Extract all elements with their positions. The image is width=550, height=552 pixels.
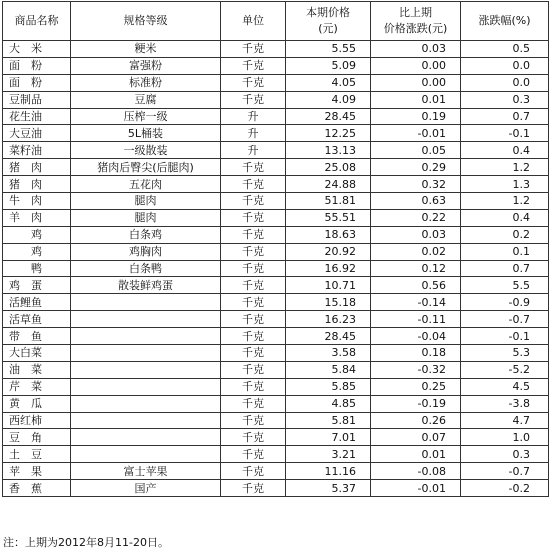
cell-name: 鸡 [3, 226, 71, 243]
cell-name: 油 菜 [3, 361, 71, 378]
cell-name: 猪 肉 [3, 176, 71, 193]
cell-change: 0.07 [371, 429, 461, 446]
cell-spec [71, 311, 221, 328]
cell-name: 大豆油 [3, 125, 71, 142]
cell-unit: 千克 [221, 193, 286, 210]
cell-unit: 千克 [221, 159, 286, 176]
cell-price: 11.16 [286, 463, 371, 480]
cell-pct: 0.5 [461, 41, 549, 58]
cell-change: 0.56 [371, 277, 461, 294]
cell-price: 5.84 [286, 361, 371, 378]
cell-pct: 0.7 [461, 108, 549, 125]
table-row [3, 226, 549, 243]
cell-pct: 5.3 [461, 345, 549, 362]
cell-pct: 0.3 [461, 91, 549, 108]
cell-change: 0.19 [371, 108, 461, 125]
cell-change: -0.32 [371, 361, 461, 378]
cell-spec [71, 378, 221, 395]
cell-price: 4.09 [286, 91, 371, 108]
header-name: 商品名称 [3, 2, 71, 41]
cell-price: 4.05 [286, 74, 371, 91]
cell-pct: -5.2 [461, 361, 549, 378]
table-row [3, 125, 549, 142]
cell-change: 0.26 [371, 412, 461, 429]
cell-name: 鸡 蛋 [3, 277, 71, 294]
table-row [3, 480, 549, 497]
cell-unit: 千克 [221, 412, 286, 429]
cell-unit: 千克 [221, 395, 286, 412]
table-row [3, 193, 549, 210]
cell-unit: 千克 [221, 463, 286, 480]
cell-unit: 升 [221, 108, 286, 125]
table-row [3, 328, 549, 345]
header-price-line1: 本期价格 [306, 6, 350, 19]
cell-change: 0.63 [371, 193, 461, 210]
header-pct: 涨跌幅(%) [461, 2, 549, 41]
table-row [3, 142, 549, 159]
cell-price: 16.92 [286, 260, 371, 277]
cell-name: 羊 肉 [3, 209, 71, 226]
cell-pct: 1.2 [461, 193, 549, 210]
cell-unit: 千克 [221, 41, 286, 58]
cell-name: 香 蕉 [3, 480, 71, 497]
cell-name: 苹 果 [3, 463, 71, 480]
cell-spec: 五花肉 [71, 176, 221, 193]
cell-price: 20.92 [286, 243, 371, 260]
cell-unit: 千克 [221, 294, 286, 311]
cell-price: 13.13 [286, 142, 371, 159]
table-row [3, 243, 549, 260]
table-row [3, 57, 549, 74]
cell-change: 0.02 [371, 243, 461, 260]
cell-price: 3.21 [286, 446, 371, 463]
cell-change: 0.12 [371, 260, 461, 277]
table-row [3, 463, 549, 480]
cell-spec: 腿肉 [71, 193, 221, 210]
cell-spec: 富士苹果 [71, 463, 221, 480]
table-row [3, 446, 549, 463]
cell-pct: 0.4 [461, 142, 549, 159]
cell-pct: 4.5 [461, 378, 549, 395]
cell-price: 10.71 [286, 277, 371, 294]
cell-pct: 0.0 [461, 57, 549, 74]
cell-name: 豆制品 [3, 91, 71, 108]
cell-change: -0.01 [371, 480, 461, 497]
cell-price: 24.88 [286, 176, 371, 193]
cell-spec: 白条鸡 [71, 226, 221, 243]
cell-name: 猪 肉 [3, 159, 71, 176]
cell-spec: 粳米 [71, 41, 221, 58]
cell-spec: 富强粉 [71, 57, 221, 74]
cell-spec [71, 446, 221, 463]
table-body [3, 41, 549, 497]
cell-unit: 千克 [221, 361, 286, 378]
cell-unit: 千克 [221, 429, 286, 446]
cell-unit: 千克 [221, 57, 286, 74]
cell-spec: 5L桶装 [71, 125, 221, 142]
cell-pct: 0.1 [461, 243, 549, 260]
cell-unit: 千克 [221, 480, 286, 497]
table-row [3, 209, 549, 226]
table-row [3, 294, 549, 311]
table-row [3, 260, 549, 277]
cell-price: 5.85 [286, 378, 371, 395]
cell-change: 0.00 [371, 57, 461, 74]
cell-spec: 压榨一级 [71, 108, 221, 125]
table-row [3, 91, 549, 108]
cell-unit: 千克 [221, 328, 286, 345]
cell-change: 0.25 [371, 378, 461, 395]
cell-price: 25.08 [286, 159, 371, 176]
table-row [3, 108, 549, 125]
cell-unit: 千克 [221, 277, 286, 294]
table-row [3, 176, 549, 193]
cell-spec: 散装鲜鸡蛋 [71, 277, 221, 294]
cell-unit: 千克 [221, 345, 286, 362]
cell-unit: 千克 [221, 311, 286, 328]
cell-unit: 千克 [221, 176, 286, 193]
cell-price: 28.45 [286, 108, 371, 125]
header-price [286, 2, 371, 41]
table-row [3, 74, 549, 91]
cell-spec: 国产 [71, 480, 221, 497]
table-row [3, 345, 549, 362]
cell-pct: 1.0 [461, 429, 549, 446]
cell-pct: 0.7 [461, 260, 549, 277]
cell-spec [71, 412, 221, 429]
cell-unit: 千克 [221, 378, 286, 395]
cell-price: 51.81 [286, 193, 371, 210]
cell-name: 面 粉 [3, 57, 71, 74]
cell-unit: 千克 [221, 74, 286, 91]
cell-name: 西红柿 [3, 412, 71, 429]
cell-spec [71, 294, 221, 311]
cell-name: 牛 肉 [3, 193, 71, 210]
cell-unit: 升 [221, 142, 286, 159]
cell-name: 花生油 [3, 108, 71, 125]
cell-price: 4.85 [286, 395, 371, 412]
cell-change: 0.01 [371, 91, 461, 108]
cell-price: 5.81 [286, 412, 371, 429]
cell-price: 12.25 [286, 125, 371, 142]
header-change [371, 2, 461, 41]
header-price-line2: (元) [318, 22, 338, 35]
cell-name: 活草鱼 [3, 311, 71, 328]
table-row [3, 395, 549, 412]
cell-spec [71, 395, 221, 412]
cell-change: -0.04 [371, 328, 461, 345]
table-row [3, 412, 549, 429]
cell-pct: 1.2 [461, 159, 549, 176]
header-change-line1: 比上期 [399, 6, 432, 19]
cell-pct: 0.0 [461, 74, 549, 91]
cell-spec: 一级散装 [71, 142, 221, 159]
cell-change: -0.01 [371, 125, 461, 142]
cell-pct: 0.2 [461, 226, 549, 243]
cell-spec [71, 429, 221, 446]
cell-unit: 千克 [221, 260, 286, 277]
cell-name: 大 米 [3, 41, 71, 58]
cell-price: 55.51 [286, 209, 371, 226]
cell-change: 0.29 [371, 159, 461, 176]
cell-name: 芹 菜 [3, 378, 71, 395]
cell-unit: 千克 [221, 91, 286, 108]
cell-unit: 千克 [221, 446, 286, 463]
cell-pct: -0.9 [461, 294, 549, 311]
cell-name: 鸡 [3, 243, 71, 260]
cell-price: 5.09 [286, 57, 371, 74]
cell-price: 7.01 [286, 429, 371, 446]
cell-price: 5.37 [286, 480, 371, 497]
cell-pct: 1.3 [461, 176, 549, 193]
cell-change: 0.32 [371, 176, 461, 193]
cell-pct: -0.7 [461, 311, 549, 328]
table-row [3, 41, 549, 58]
cell-name: 黄 瓜 [3, 395, 71, 412]
cell-name: 豆 角 [3, 429, 71, 446]
cell-change: 0.00 [371, 74, 461, 91]
cell-spec: 豆腐 [71, 91, 221, 108]
cell-change: 0.05 [371, 142, 461, 159]
cell-pct: -0.1 [461, 328, 549, 345]
cell-unit: 千克 [221, 209, 286, 226]
cell-name: 带 鱼 [3, 328, 71, 345]
header-row [3, 2, 549, 41]
cell-pct: -0.1 [461, 125, 549, 142]
cell-name: 菜籽油 [3, 142, 71, 159]
cell-name: 大白菜 [3, 345, 71, 362]
cell-name: 鸭 [3, 260, 71, 277]
cell-name: 活鲤鱼 [3, 294, 71, 311]
cell-spec [71, 345, 221, 362]
table-row [3, 159, 549, 176]
cell-price: 3.58 [286, 345, 371, 362]
cell-change: 0.03 [371, 226, 461, 243]
price-table [2, 1, 549, 497]
cell-price: 28.45 [286, 328, 371, 345]
cell-name: 面 粉 [3, 74, 71, 91]
cell-change: -0.14 [371, 294, 461, 311]
cell-spec: 标准粉 [71, 74, 221, 91]
cell-change: 0.03 [371, 41, 461, 58]
cell-spec [71, 328, 221, 345]
cell-change: -0.11 [371, 311, 461, 328]
cell-unit: 升 [221, 125, 286, 142]
cell-pct: 0.3 [461, 446, 549, 463]
cell-price: 18.63 [286, 226, 371, 243]
cell-change: 0.18 [371, 345, 461, 362]
table-row [3, 311, 549, 328]
cell-price: 5.55 [286, 41, 371, 58]
cell-unit: 千克 [221, 243, 286, 260]
cell-change: -0.19 [371, 395, 461, 412]
table-row [3, 429, 549, 446]
table-row [3, 361, 549, 378]
table-row [3, 378, 549, 395]
cell-pct: -0.7 [461, 463, 549, 480]
cell-name: 土 豆 [3, 446, 71, 463]
cell-price: 16.23 [286, 311, 371, 328]
cell-pct: 4.7 [461, 412, 549, 429]
cell-unit: 千克 [221, 226, 286, 243]
cell-pct: 0.4 [461, 209, 549, 226]
cell-pct: 5.5 [461, 277, 549, 294]
cell-change: -0.08 [371, 463, 461, 480]
cell-pct: -0.2 [461, 480, 549, 497]
header-spec: 规格等级 [71, 2, 221, 41]
cell-spec: 白条鸭 [71, 260, 221, 277]
cell-pct: -3.8 [461, 395, 549, 412]
cell-change: 0.22 [371, 209, 461, 226]
header-unit: 单位 [221, 2, 286, 41]
cell-spec: 鸡胸肉 [71, 243, 221, 260]
header-change-line2: 价格涨跌(元) [383, 22, 448, 35]
cell-spec: 猪肉后臀尖(后腿肉) [71, 159, 221, 176]
cell-spec: 腿肉 [71, 209, 221, 226]
cell-price: 15.18 [286, 294, 371, 311]
footnote: 注：上期为2012年8月11-20日。 [3, 536, 169, 549]
cell-spec [71, 361, 221, 378]
table-row [3, 277, 549, 294]
cell-change: 0.01 [371, 446, 461, 463]
